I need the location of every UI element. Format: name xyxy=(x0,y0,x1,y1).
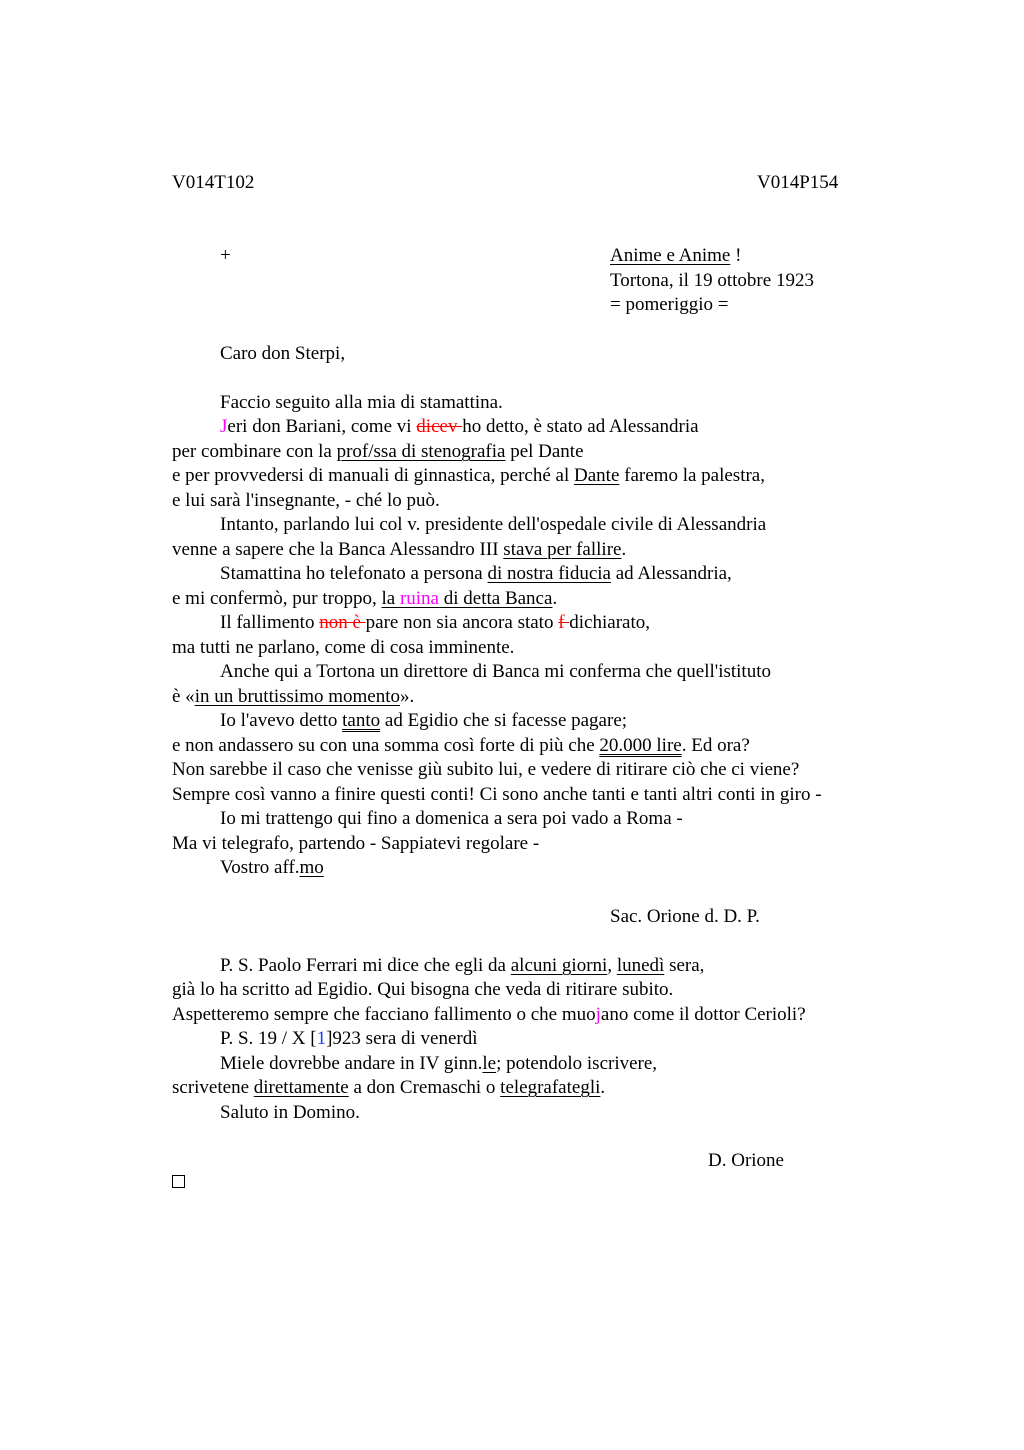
body-line-7: venne a sapere che la Banca Alessandro III stava per fallire. xyxy=(172,539,627,560)
motto: Anime e Anime xyxy=(610,245,731,266)
body-line-5: e lui sarà l'insegnante, - ché lo può. xyxy=(172,490,440,511)
body-line-13: è «in un bruttissimo momento». xyxy=(172,686,415,707)
body-line-9: e mi confermò, pur troppo, la ruina di detta Banca. xyxy=(172,588,558,609)
underlined-text: prof/ssa di stenografia xyxy=(336,441,506,462)
closing-line: Vostro aff.mo xyxy=(220,857,324,878)
postscript-line-7: Saluto in Domino. xyxy=(220,1102,360,1123)
underlined-text: in un bruttissimo momento xyxy=(194,686,400,707)
body-line-3: per combinare con la prof/ssa di stenografia pel Dante xyxy=(172,441,584,462)
body-line-4: e per provvedersi di manuali di ginnastica, perché al Dante faremo la palestra, xyxy=(172,465,765,486)
motto-line xyxy=(610,244,741,269)
postscript-line-2: già lo ha scritto ad Egidio. Qui bisogna che veda di ritirare subito. xyxy=(172,979,674,1000)
postscript-line-5: Miele dovrebbe andare in IV ginn.le; potendolo iscrivere, xyxy=(220,1053,658,1074)
body-line-18: Io mi trattengo qui fino a domenica a sera poi vado a Roma - xyxy=(220,808,683,829)
underlined-text: stava per fallire xyxy=(503,539,622,560)
body-line-2: Jeri don Bariani, come vi dicev ho detto, è stato ad Alessandria xyxy=(220,416,699,437)
underlined-text: lunedì xyxy=(616,955,665,976)
body-line-15: e non andassero su con una somma così forte di più che 20.000 lire. Ed ora? xyxy=(172,735,750,756)
signature-1: Sac. Orione d. D. P. xyxy=(610,906,760,927)
body-line-10: Il fallimento non è pare non sia ancora stato f dichiarato, xyxy=(220,612,650,633)
editorial-insertion: 1 xyxy=(316,1028,327,1049)
signature-2: D. Orione xyxy=(708,1150,784,1171)
deleted-text: non è xyxy=(319,612,366,633)
underlined-text: alcuni giorni xyxy=(510,955,608,976)
document-code-left: V014T102 xyxy=(172,172,255,193)
underlined-text: Dante xyxy=(574,465,620,486)
double-underlined-text: 20.000 lire xyxy=(599,735,682,756)
body-line-12: Anche qui a Tortona un direttore di Banca mi conferma che quell'istituto xyxy=(220,661,771,682)
underlined-text: telegrafategli xyxy=(500,1077,601,1098)
underlined-text: di nostra fiducia xyxy=(487,563,611,584)
cross-mark: + xyxy=(220,245,231,266)
postscript-line-3: Aspetteremo sempre che facciano fallimento o che muojano come il dottor Cerioli? xyxy=(172,1004,806,1025)
postscript-line-1: P. S. Paolo Ferrari mi dice che egli da alcuni giorni, lunedì sera, xyxy=(220,955,705,976)
body-line-1: Faccio seguito alla mia di stamattina. xyxy=(220,392,503,413)
body-line-8: Stamattina ho telefonato a persona di nostra fiducia ad Alessandria, xyxy=(220,563,732,584)
place-date: Tortona, il 19 ottobre 1923 xyxy=(610,270,814,291)
postscript-line-4: P. S. 19 / X [1]923 sera di venerdì xyxy=(220,1028,478,1049)
deleted-text: f xyxy=(558,612,570,633)
underlined-text: le xyxy=(482,1053,497,1074)
end-square-icon xyxy=(172,1175,185,1188)
inserted-word: ruina xyxy=(399,588,439,609)
postscript-line-6: scrivetene direttamente a don Cremaschi o telegrafategli. xyxy=(172,1077,606,1098)
inserted-letter: j xyxy=(595,1004,601,1025)
underlined-text: mo xyxy=(299,857,324,878)
salutation: Caro don Sterpi, xyxy=(220,343,346,364)
body-line-6: Intanto, parlando lui col v. presidente dell'ospedale civile di Alessandria xyxy=(220,514,767,535)
motto-suffix: ! xyxy=(730,245,742,266)
body-line-19: Ma vi telegrafo, partendo - Sappiatevi regolare - xyxy=(172,833,540,854)
document-code-right: V014P154 xyxy=(757,172,839,193)
body-line-11: ma tutti ne parlano, come di cosa imminente. xyxy=(172,637,515,658)
inserted-initial: J xyxy=(220,416,228,437)
underlined-text: la ruina di detta Banca xyxy=(381,588,553,609)
time-of-day: = pomeriggio = xyxy=(610,294,729,315)
underlined-text: direttamente xyxy=(253,1077,349,1098)
double-underlined-text: tanto xyxy=(342,710,381,731)
body-line-16: Non sarebbe il caso che venisse giù subito lui, e vedere di ritirare ciò che ci viene? xyxy=(172,759,800,780)
body-line-14: Io l'avevo detto tanto ad Egidio che si facesse pagare; xyxy=(220,710,628,731)
deleted-text: dicev xyxy=(416,416,463,437)
body-line-17: Sempre così vanno a finire questi conti! Ci sono anche tanti e tanti altri conti in giro - xyxy=(172,784,822,805)
